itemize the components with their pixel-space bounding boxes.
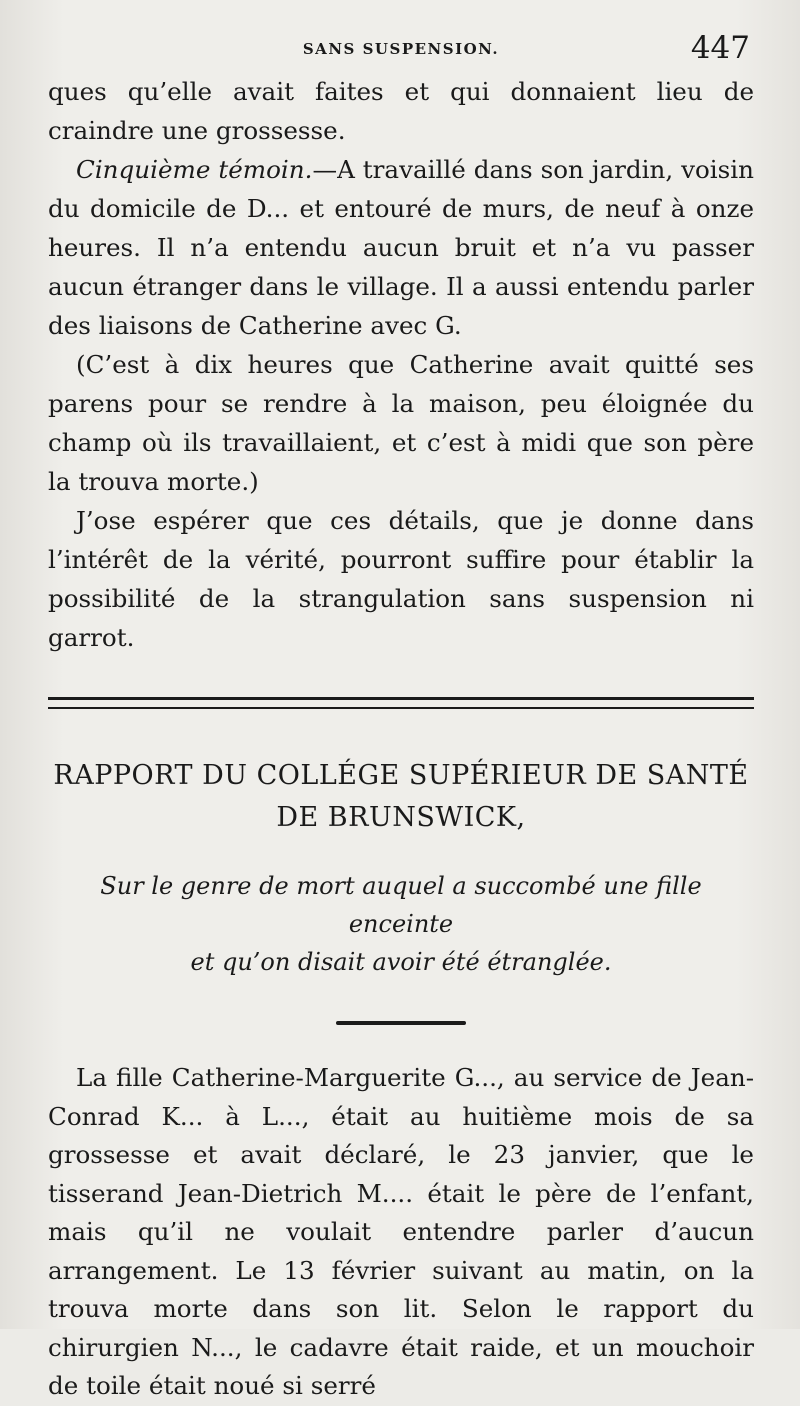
- article-title-line1: RAPPORT DU COLLÉGE SUPÉRIEUR DE SANTÉ: [53, 760, 749, 791]
- section-divider: [48, 697, 754, 709]
- paragraph-witness-five: [48, 150, 754, 345]
- witness-text: —A travaillé dans son jardin, voisin du domicile de D... et entouré de murs, de neuf à onze heures. Il n’a entendu aucun bruit et n’a vu passer aucun étranger dans le village. Il a aussi entendu parler des liaisons de Catherine avec G.: [48, 155, 755, 340]
- section-previous-article: [48, 72, 754, 657]
- article-title-line2: DE BRUNSWICK,: [276, 802, 526, 833]
- running-head: [48, 30, 754, 72]
- title-rule: [336, 1021, 466, 1025]
- running-title: SANS SUSPENSION.: [302, 40, 500, 58]
- article-title: [48, 755, 754, 839]
- article-subtitle-line2: et qu’on disait avoir été étranglée.: [190, 948, 612, 976]
- page-number: 447: [690, 30, 750, 66]
- paragraph-conclusion: J’ose espérer que ces détails, que je donne dans l’intérêt de la vérité, pourront suffire pour établir la possibilité de la strangulation sans suspension ni garrot.: [48, 506, 754, 652]
- witness-label: Cinquième témoin.: [76, 155, 313, 184]
- article-body: [48, 1059, 754, 1406]
- article-subtitle-line1: Sur le genre de mort auquel a succombé une fille enceinte: [100, 872, 702, 938]
- paragraph-continuation: ques qu’elle avait faites et qui donnaient lieu de craindre une grossesse.: [48, 77, 754, 145]
- article-subtitle: [48, 867, 754, 981]
- paragraph-parenthetical: (C’est à dix heures que Catherine avait quitté ses parens pour se rendre à la maison, peu éloignée du champ où ils travaillaient, et c’est à midi que son père la trouva morte.): [48, 350, 754, 496]
- article-paragraph: La fille Catherine-Marguerite G..., au service de Jean-Conrad K... à L..., était au huitième mois de sa grossesse et avait déclaré, le 23 janvier, que le tisserand Jean-Dietrich M.... était le père de l’enfant, mais qu’il ne voulait entendre parler d’aucun arrangement. Le 13 février suivant au matin, on la trouva morte dans son lit. Selon le rapport du chirurgien N..., le cadavre était raide, et un mouchoir de toile était noué si serré: [48, 1063, 754, 1400]
